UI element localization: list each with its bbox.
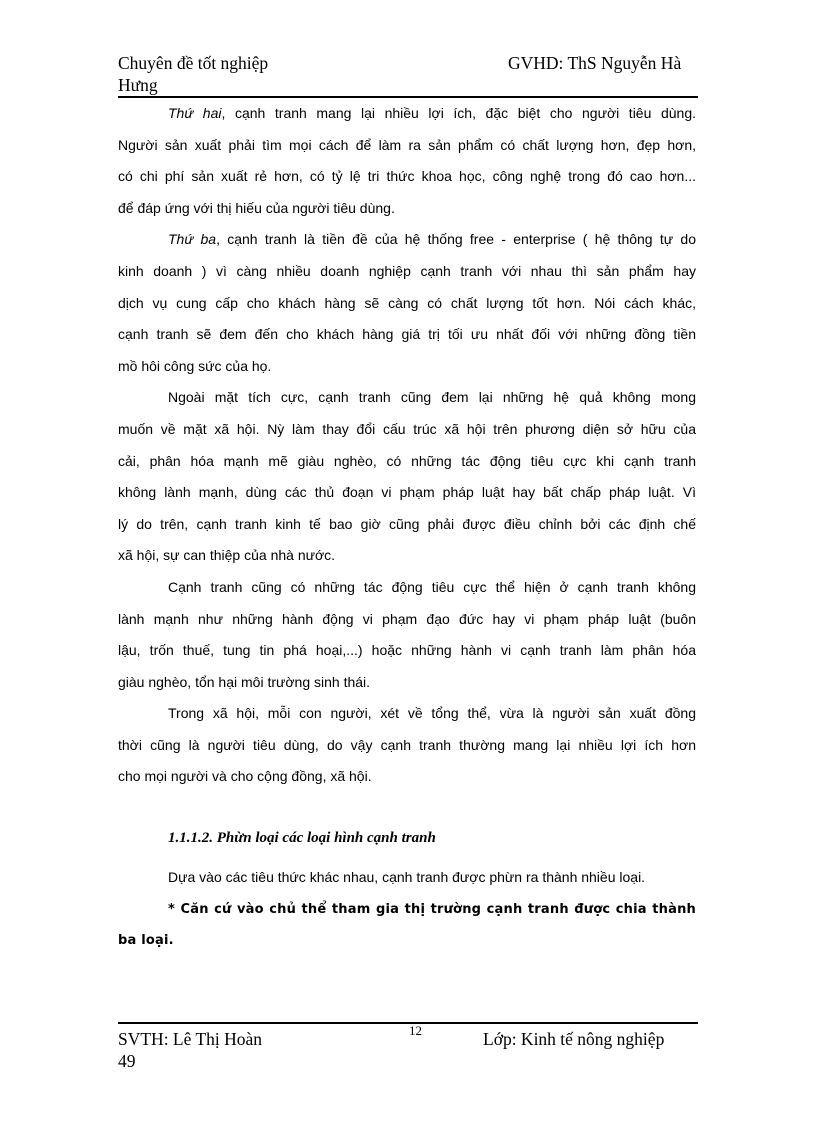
paragraph-1-line-1: , cạnh tranh mang lại nhiều lợi ích, đặc biệt cho người tiêu dùng. <box>221 105 696 121</box>
footer-left <box>118 1028 262 1072</box>
paragraph-4-line-1: Cạnh tranh cũng có những tác động tiêu cực thể hiện ở cạnh tranh không <box>168 578 696 595</box>
paragraph-3-line-6: xã hội, sự can thiệp của nhà nước. <box>118 547 336 564</box>
paragraph-1-line-3: có chi phí sản xuất rẻ hơn, có tỷ lệ tri thức khoa học, công nghệ trong đó cao hơn... <box>118 168 696 185</box>
paragraph-4-line-4: giàu nghèo, tổn hại môi trường sinh thái. <box>118 673 371 690</box>
paragraph-1 <box>118 98 696 224</box>
header-left-line1: Chuyên đề tốt nghiệp <box>118 53 269 73</box>
footer-left-line1: SVTH: Lê Thị Hoàn <box>118 1029 263 1049</box>
paragraph-3-line-1: Ngoài mặt tích cực, cạnh tranh cũng đem lại những hệ quả không mong <box>168 389 696 406</box>
paragraph-3-line-4: không lành mạnh, dùng các thủ đoạn vi phạm pháp luật hay bất chấp pháp luật. Vì <box>118 484 696 501</box>
paragraph-2-line-1: , cạnh tranh là tiền đề của hệ thống free - enterprise ( hệ thông tự do <box>216 231 696 248</box>
paragraph-1-lead: Thứ hai <box>168 105 222 121</box>
page-number: 12 <box>409 1023 422 1038</box>
paragraph-4-line-2: lành mạnh như những hành động vi phạm đạo đức hay vi phạm pháp luật (buôn <box>118 610 696 627</box>
header-right: GVHD: ThS Nguyễn Hà <box>508 53 682 73</box>
header-left <box>118 52 268 96</box>
section-body <box>118 862 696 957</box>
paragraph-2-line-5: mồ hôi công sức của họ. <box>118 357 272 374</box>
paragraph-7 <box>118 894 696 957</box>
paragraph-5-line-3: cho mọi người và cho cộng đồng, xã hội. <box>118 768 372 785</box>
paragraph-6: Dựa vào các tiêu thức khác nhau, cạnh tranh được phừn ra thành nhiều loại. <box>168 869 646 885</box>
paragraph-3-line-2: muốn về mặt xã hội. Nỳ làm thay đổi cấu trúc xã hội trên phương diện sở hữu của <box>118 420 696 437</box>
paragraph-7-line-1: * Căn cứ vào chủ thể tham gia thị trường cạnh tranh được chia thành <box>168 901 696 917</box>
paragraph-2-line-2: kinh doanh ) vì càng nhiều doanh nghiệp cạnh tranh với nhau thì sản phẩm hay <box>118 262 696 279</box>
paragraph-1-line-4: để đáp ứng với thị hiếu của người tiêu dùng. <box>118 199 395 216</box>
document-body <box>118 98 696 793</box>
paragraph-3 <box>118 382 696 572</box>
footer-right: Lớp: Kinh tế nông nghiệp <box>483 1029 665 1049</box>
paragraph-4-line-3: lậu, trốn thuế, tung tin phá hoại,...) hoặc những hành vi cạnh tranh làm phân hóa <box>118 642 696 659</box>
paragraph-3-line-5: lý do trên, cạnh tranh kinh tế bao giờ cũng phải được điều chỉnh bởi các định chế <box>118 515 696 532</box>
paragraph-2-line-3: dịch vụ cung cấp cho khách hàng sẽ càng có chất lượng tốt hơn. Nói cách khác, <box>118 294 696 311</box>
footer-left-line2: 49 <box>118 1051 136 1071</box>
paragraph-2-line-4: cạnh tranh sẽ đem đến cho khách hàng giá trị tối ưu nhất đối với những đồng tiền <box>118 326 696 343</box>
paragraph-5-line-1: Trong xã hội, mỗi con người, xét về tổng thể, vừa là người sản xuất đồng <box>168 705 696 722</box>
header-left-line2: Hưng <box>118 75 158 95</box>
paragraph-5-line-2: thời cũng là người tiêu dùng, do vậy cạnh tranh thường mang lại nhiều lợi ích hơn <box>118 736 696 753</box>
section-heading: 1.1.1.2. Phừn loại các loại hình cạnh tranh <box>168 830 436 846</box>
paragraph-4 <box>118 572 696 698</box>
paragraph-5 <box>118 698 696 793</box>
paragraph-2-lead: Thứ ba <box>168 231 217 248</box>
paragraph-1-line-2: Người sản xuất phải tìm mọi cách để làm ra sản phẩm có chất lượng hơn, đẹp hơn, <box>118 136 696 153</box>
paragraph-7-line-2: ba loại. <box>118 933 174 949</box>
footer-rule <box>118 1022 698 1024</box>
paragraph-2 <box>118 224 696 382</box>
paragraph-3-line-3: cải, phân hóa mạnh mẽ giàu nghèo, có những tác động tiêu cực khi cạnh tranh <box>118 452 696 469</box>
